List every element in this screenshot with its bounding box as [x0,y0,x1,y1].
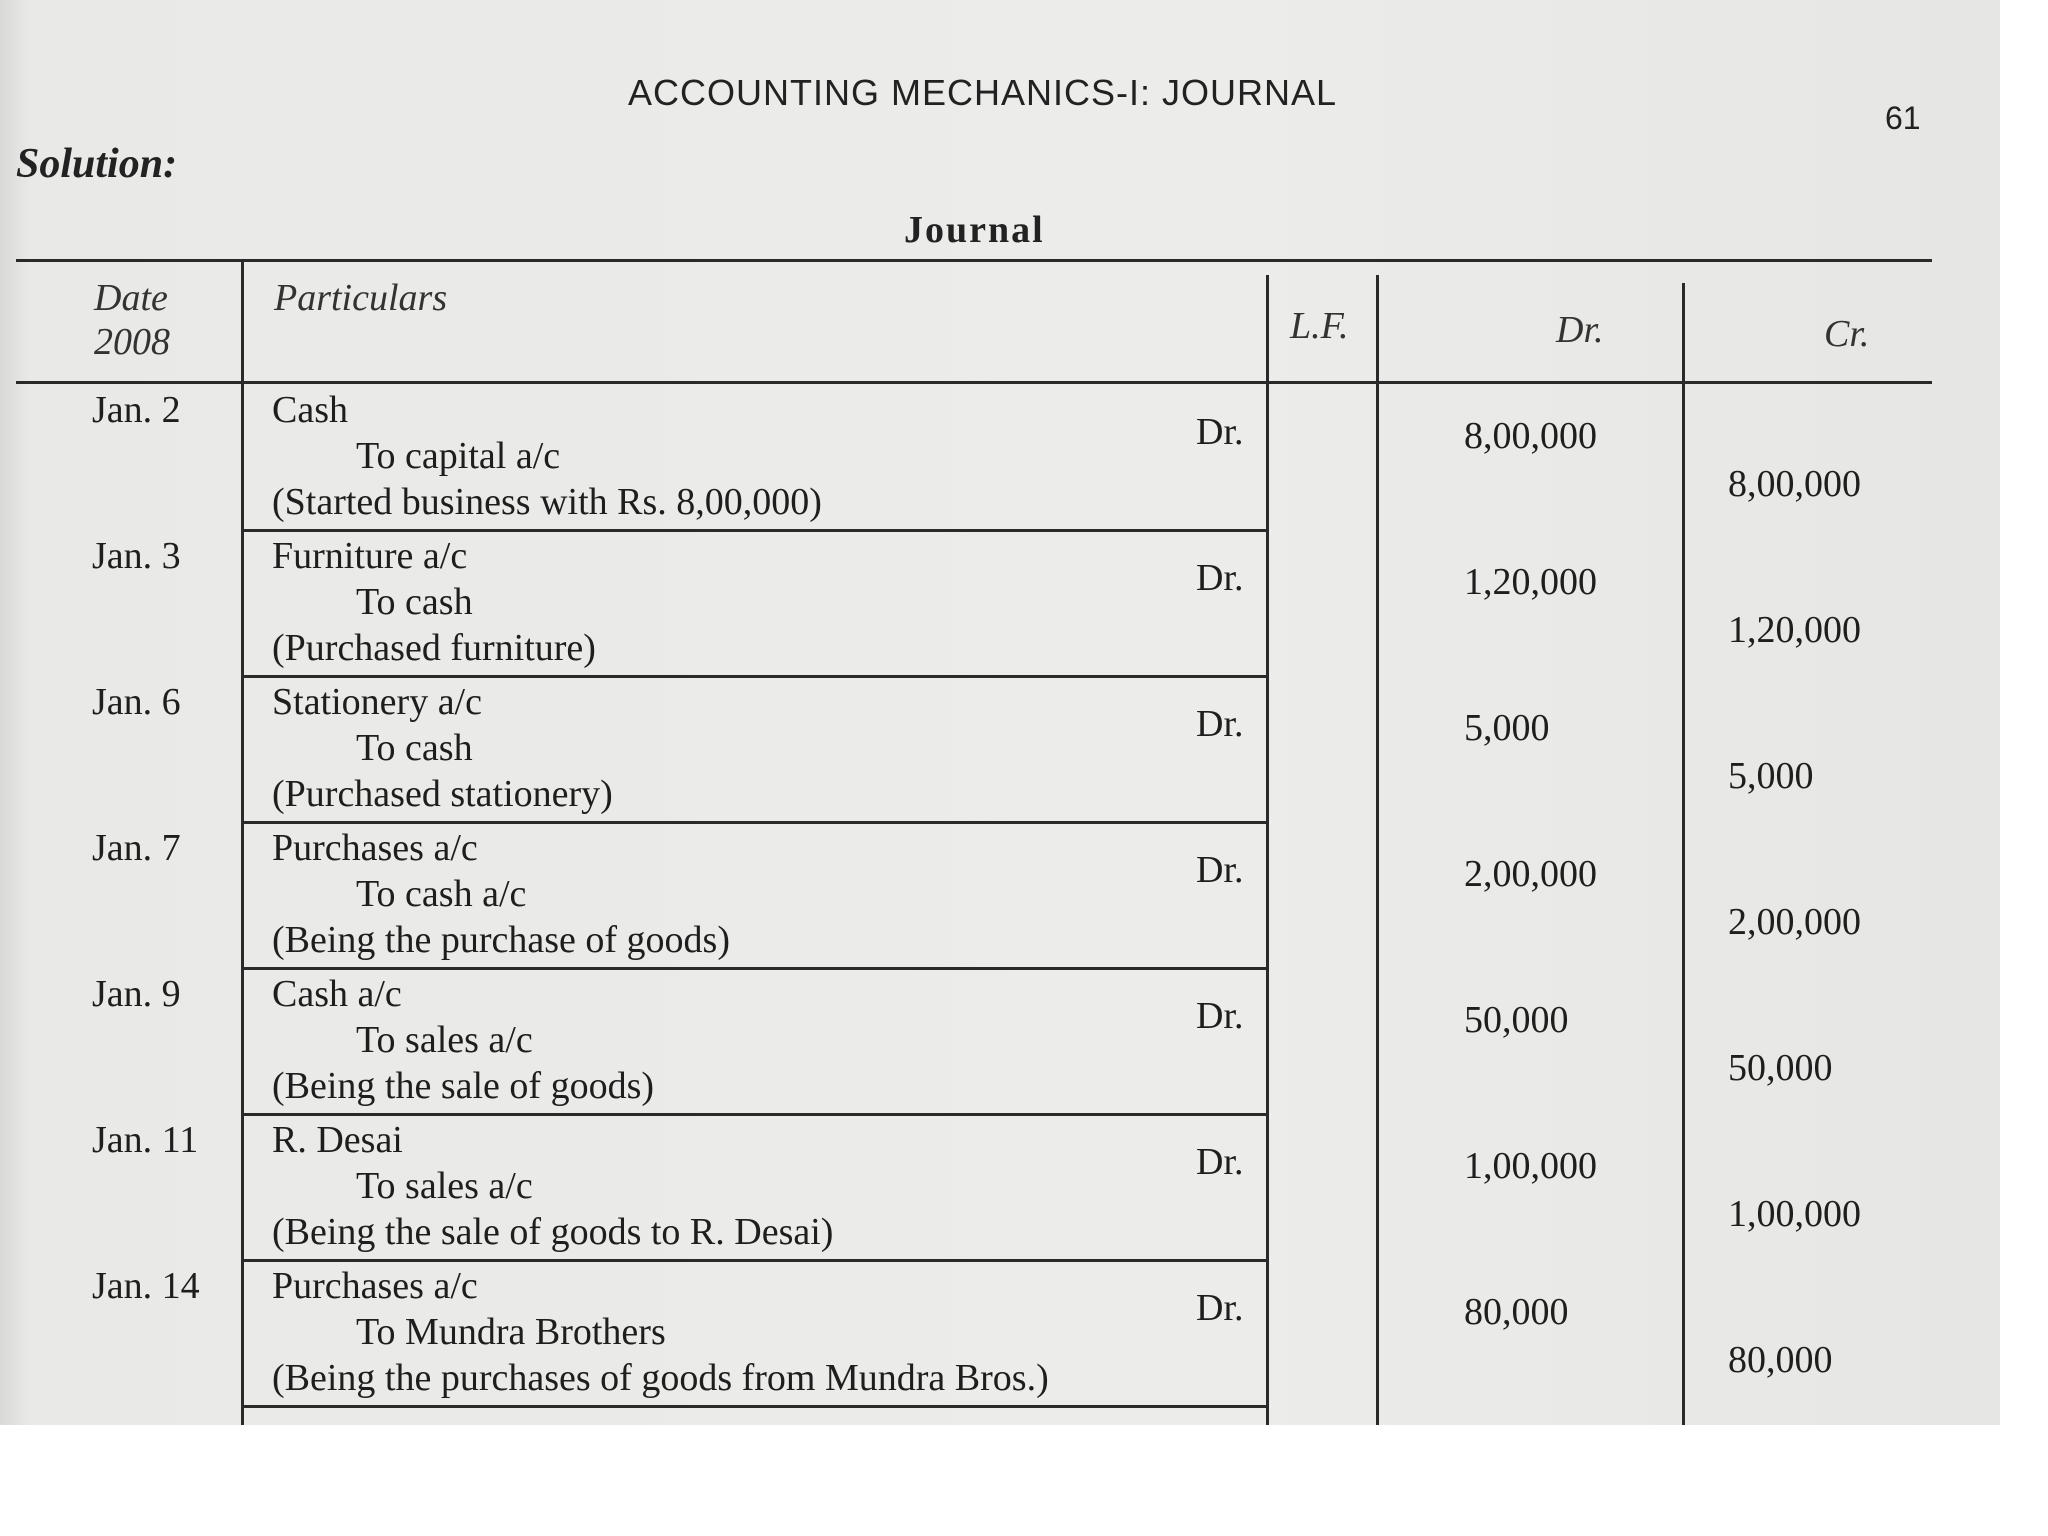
entry-date: Jan. 7 [92,827,181,869]
entry-date: Jan. 14 [92,1265,200,1307]
debit-marker: Dr. [1196,1141,1244,1183]
debit-account: Stationery a/c [272,681,482,723]
credit-account: To cash [356,581,473,623]
journal-entry [0,1116,2000,1262]
narration: (Being the sale of goods) [272,1065,655,1107]
credit-amount: 80,000 [1728,1339,1833,1381]
credit-amount: 2,00,000 [1728,901,1861,943]
debit-account: Cash [272,389,348,431]
credit-account: To cash [356,727,473,769]
header-lf: L.F. [1290,305,1349,347]
credit-account: To capital a/c [356,435,561,477]
credit-amount: 8,00,000 [1728,463,1861,505]
header-dr: Dr. [1556,309,1604,351]
debit-marker: Dr. [1196,995,1244,1037]
journal-title: Journal [904,209,1045,251]
narration: (Started business with Rs. 8,00,000) [272,481,822,523]
debit-amount: 80,000 [1464,1291,1569,1333]
narration: (Being the purchases of goods from Mundra Bros.) [272,1357,1049,1399]
debit-account: R. Desai [272,1119,403,1161]
narration: (Being the sale of goods to R. Desai) [272,1211,834,1253]
credit-amount: 5,000 [1728,755,1814,797]
debit-amount: 50,000 [1464,999,1569,1041]
header-cr: Cr. [1824,313,1870,355]
credit-amount: 1,00,000 [1728,1193,1861,1235]
journal-entry [0,970,2000,1116]
debit-marker: Dr. [1196,411,1244,453]
debit-amount: 1,00,000 [1464,1145,1597,1187]
entry-date: Jan. 6 [92,681,181,723]
credit-account: To sales a/c [356,1165,533,1207]
credit-account: To cash a/c [356,873,527,915]
debit-account: Purchases a/c [272,1265,478,1307]
debit-account: Furniture a/c [272,535,468,577]
debit-marker: Dr. [1196,1287,1244,1329]
journal-entry [0,1262,2000,1408]
narration: (Purchased furniture) [272,627,596,669]
credit-account: To Mundra Brothers [356,1311,666,1353]
entry-date: Jan. 11 [92,1119,199,1161]
entry-date: Jan. 9 [92,973,181,1015]
header-year: 2008 [94,321,170,363]
debit-amount: 2,00,000 [1464,853,1597,895]
credit-account: To sales a/c [356,1019,533,1061]
page-number: 61 [1885,100,1921,136]
debit-amount: 8,00,000 [1464,415,1597,457]
debit-marker: Dr. [1196,849,1244,891]
credit-amount: 50,000 [1728,1047,1833,1089]
journal-entry [0,386,2000,532]
narration: (Purchased stationery) [272,773,613,815]
debit-amount: 5,000 [1464,707,1550,749]
journal-entry [0,678,2000,824]
header-particulars: Particulars [274,277,448,319]
debit-account: Cash a/c [272,973,402,1015]
debit-account: Purchases a/c [272,827,478,869]
running-head: ACCOUNTING MECHANICS-I: JOURNAL [628,72,1338,113]
debit-marker: Dr. [1196,557,1244,599]
journal-entry [0,824,2000,970]
header-date: Date [94,277,168,319]
journal-entry [0,532,2000,678]
entry-separator-rule [241,1405,1269,1408]
credit-amount: 1,20,000 [1728,609,1861,651]
table-header-rule [16,381,1932,384]
solution-label: Solution: [16,141,178,187]
entry-date: Jan. 3 [92,535,181,577]
debit-amount: 1,20,000 [1464,561,1597,603]
table-top-rule [16,259,1932,262]
narration: (Being the purchase of goods) [272,919,730,961]
debit-marker: Dr. [1196,703,1244,745]
entry-date: Jan. 2 [92,389,181,431]
